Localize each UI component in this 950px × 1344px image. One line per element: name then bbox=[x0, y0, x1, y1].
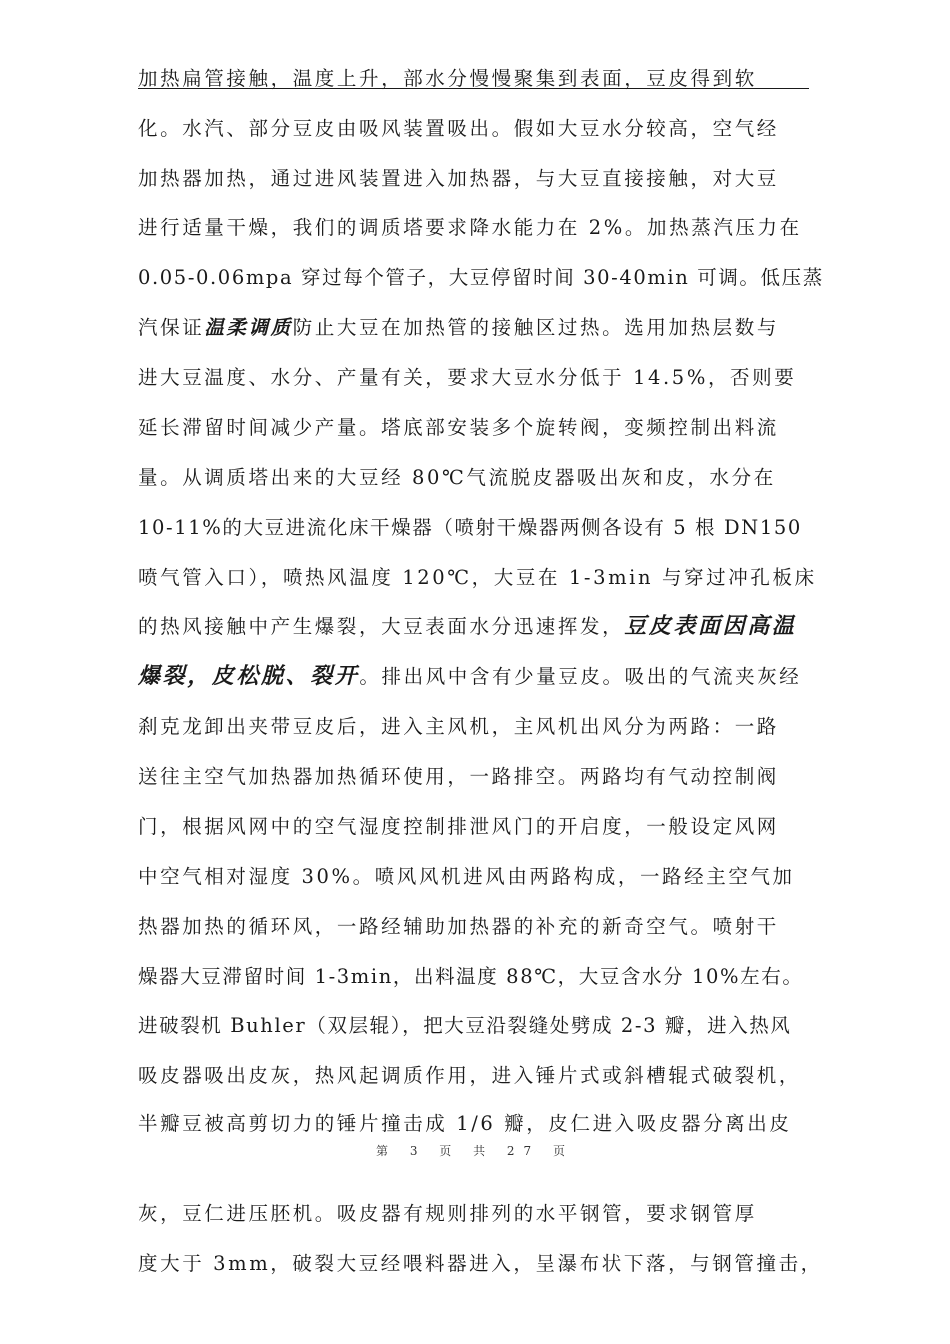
next-page-line-2: 度大于 3mm，破裂大豆经喂料器进入，呈瀑布状下落，与钢管撞击， bbox=[138, 1252, 823, 1275]
emphasis-hull-cracking-1: 豆皮表面因高温 bbox=[624, 614, 797, 639]
text-line-12-pre: 的热风接触中产生爆裂，大豆表面水分迅速挥发， bbox=[138, 615, 625, 638]
text-line-20: 进破裂机 Buhler（双层辊），把大豆沿裂缝处劈成 2-3 瓣，进入热风 bbox=[138, 1014, 792, 1037]
text-line-15: 送往主空气加热器加热循环使用，一路排空。两路均有气动控制阀 bbox=[138, 765, 779, 788]
text-line-8: 延长滞留时间减少产量。塔底部安装多个旋转阀，变频控制出料流 bbox=[138, 416, 779, 439]
text-line-16: 门，根据风网中的空气湿度控制排泄风门的开启度，一般设定风网 bbox=[138, 815, 779, 838]
text-line-13-post: 。排出风中含有少量豆皮。吸出的气流夹灰经 bbox=[359, 665, 802, 688]
text-line-4: 进行适量干燥，我们的调质塔要求降水能力在 2%。加热蒸汽压力在 bbox=[138, 216, 802, 239]
emphasis-gentle-conditioning: 温柔调质 bbox=[204, 316, 293, 339]
text-line-17: 中空气相对湿度 30%。喷风风机进风由两路构成，一路经主空气加 bbox=[138, 865, 795, 888]
text-line-9: 量。从调质塔出来的大豆经 80℃气流脱皮器吸出灰和皮，水分在 bbox=[138, 466, 776, 489]
text-line-1: 加热扁管接触，温度上升，部水分慢慢聚集到表面，豆皮得到软 bbox=[138, 67, 757, 90]
text-line-21: 吸皮器吸出皮灰，热风起调质作用，进入锤片式或斜槽辊式破裂机， bbox=[138, 1064, 802, 1087]
text-line-10: 10-11%的大豆进流化床干燥器（喷射干燥器两侧各设有 5 根 DN150 bbox=[138, 516, 802, 539]
text-line-6-pre: 汽保证 bbox=[138, 316, 205, 339]
text-line-22: 半瓣豆被高剪切力的锤片撞击成 1/6 瓣，皮仁进入吸皮器分离出皮 bbox=[138, 1112, 792, 1135]
text-line-3: 加热器加热，通过进风装置进入加热器，与大豆直接接触，对大豆 bbox=[138, 167, 779, 190]
text-line-14: 刹克龙卸出夹带豆皮后，进入主风机，主风机出风分为两路：一路 bbox=[138, 715, 779, 738]
text-line-19: 燥器大豆滞留时间 1-3min，出料温度 88℃，大豆含水分 10%左右。 bbox=[138, 965, 804, 988]
text-line-5: 0.05-0.06mpa 穿过每个管子，大豆停留时间 30-40min 可调。低压蒸 bbox=[138, 266, 824, 289]
text-line-6-post: 防止大豆在加热管的接触区过热。选用加热层数与 bbox=[292, 316, 779, 339]
text-line-7: 进大豆温度、水分、产量有关，要求大豆水分低于 14.5%，否则要 bbox=[138, 366, 797, 389]
emphasis-hull-cracking-2: 爆裂，皮松脱、裂开 bbox=[138, 664, 360, 689]
text-line-2: 化。水汽、部分豆皮由吸风装置吸出。假如大豆水分较高，空气经 bbox=[138, 117, 779, 140]
text-line-6 bbox=[138, 315, 779, 341]
page-footer: 第 3 页 共 27 页 bbox=[376, 1144, 574, 1158]
text-line-11: 喷气管入口），喷热风温度 120℃，大豆在 1-3min 与穿过冲孔板床 bbox=[138, 566, 817, 589]
text-line-18: 热器加热的循环风，一路经辅助加热器的补充的新奇空气。喷射干 bbox=[138, 915, 779, 938]
text-line-12 bbox=[138, 614, 796, 640]
text-line-13 bbox=[138, 664, 801, 690]
next-page-line-1: 灰，豆仁进压胚机。吸皮器有规则排列的水平钢管，要求钢管厚 bbox=[138, 1202, 757, 1225]
